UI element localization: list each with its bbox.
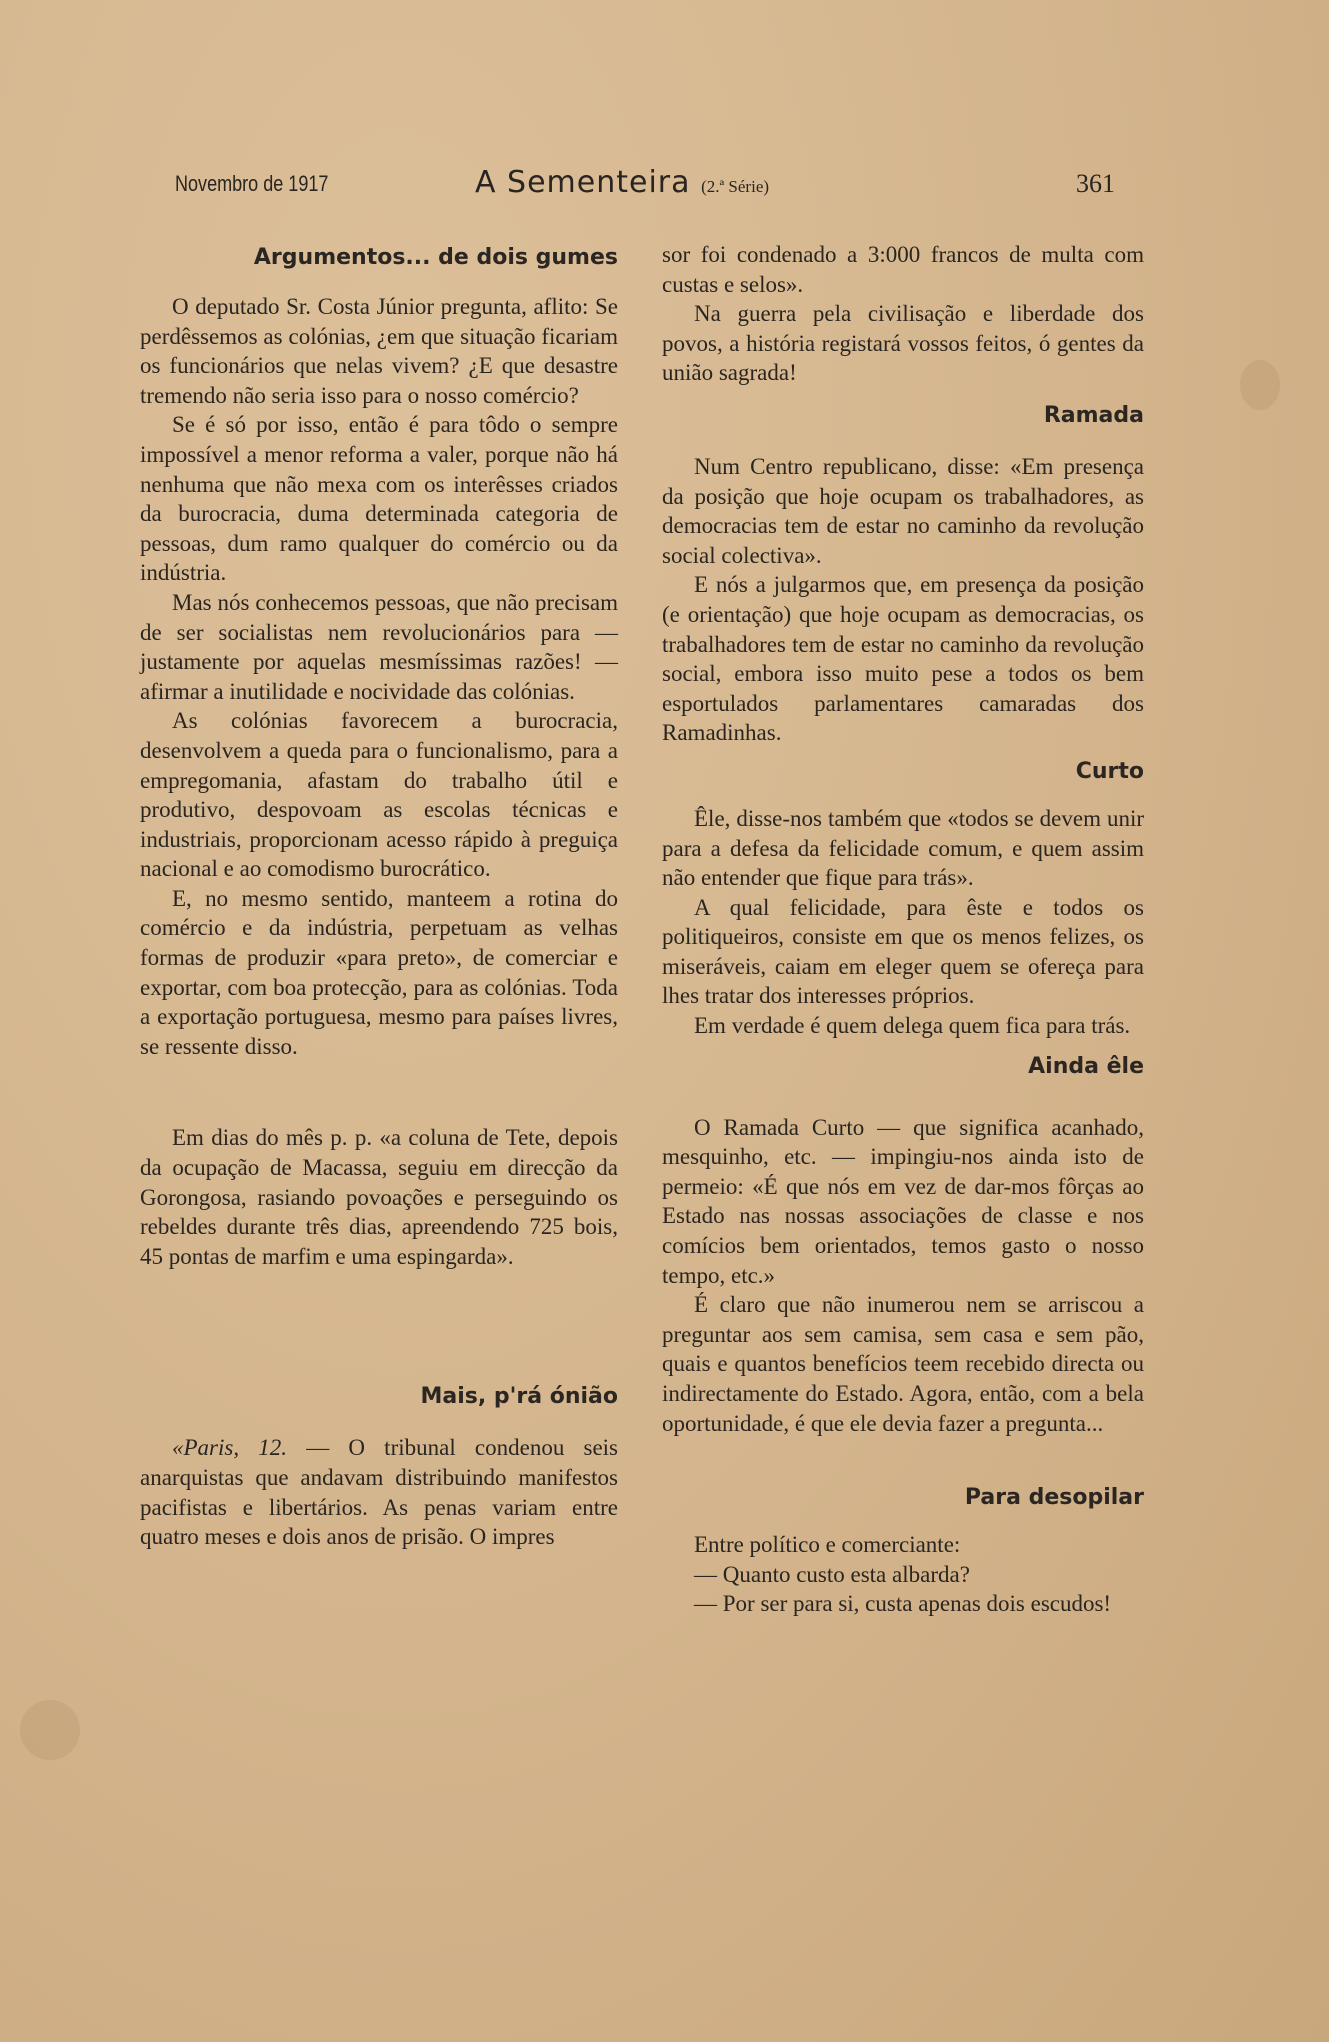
article-heading: Curto (1075, 758, 1144, 784)
article-continuation (662, 240, 1144, 388)
article-paragraph: O deputado Sr. Costa Júnior pregunta, aflito: Se perdêssemos as colónias, ¿em que situação ficariam os funcionários que nelas vivem? ¿E que desastre tremendo não seria isso para o nosso comércio? (140, 294, 618, 408)
article-paragraph: Em verdade é quem delega quem fica para trás. (694, 1013, 1131, 1039)
article-heading: Ainda êle (1028, 1053, 1144, 1079)
paper-stain (1240, 360, 1280, 410)
article-paragraph: As colónias favorecem a burocracia, desenvolvem a queda para o funcionalismo, para a empregomania, afastam do trabalho útil e produtivo, despovoam as escolas técnicas e industriais, proporcionam acesso rápido à preguiça nacional e ao comodismo burocrático. (140, 708, 618, 882)
article-heading: Ramada (1043, 402, 1144, 428)
article-ainda-ele (662, 1049, 1144, 1439)
article-tete (140, 1123, 618, 1271)
series-label: (2.ª Série) (701, 177, 770, 196)
article-paragraph: Êle, disse-nos também que «todos se devem unir para a defesa da felicidade comum, e quem assim não entender que fique para trás». (662, 805, 1144, 891)
article-heading: Para desopilar (964, 1485, 1144, 1511)
article-paragraph: É claro que não inumerou nem se arriscou a preguntar aos sem camisa, sem casa e sem pão, quais e quantos benefícios teem recebido directa ou indirectamente do Estado. Agora, então, com a bela oportunidade, é que ele devia fazer a pregunta... (662, 1292, 1144, 1436)
article-paragraph: — Quanto custo esta albarda? (694, 1561, 970, 1587)
article-paragraph: sor foi condenado a 3:000 francos de multa com custas e selos». (662, 242, 1144, 297)
article-heading: Argumentos... de dois gumes (253, 245, 618, 270)
article-paragraph: A qual felicidade, para êste e todos os politiqueiros, consiste em que os menos felizes, os miseráveis, caiam em eleger quem se ofereça para lhes tratar dos interesses próprios. (662, 894, 1144, 1009)
article-paragraph: O Ramada Curto — que significa acanhado, mesquinho, etc. — impingiu-nos ainda isto de permeio: «É que nós em vez de dar-mos fôrças ao Estado nas nossas associações de classe e nos comícios bem orientados, temos gasto o nosso tempo, etc.» (662, 1114, 1144, 1288)
left-column (140, 240, 618, 1552)
article-paragraph: — Por ser para si, custa apenas dois escudos! (694, 1591, 1112, 1617)
article-paragraph: Em dias do mês p. p. «a coluna de Tete, depois da ocupação de Macassa, seguiu em direcção da Gorongosa, rasiando povoações e perseguindo os rebeldes durante três dias, apreendendo 725 bois, 45 pontas de marfim e uma espingarda». (140, 1125, 618, 1269)
page-header (175, 165, 1115, 205)
article-paragraph: Se é só por isso, então é para tôdo o sempre impossível a menor reforma a valer, porque não há nenhuma que não mexa com os interêsses criados da burocracia, duma determinada categoria de pessoas, dum ramo qualquer do comércio ou da indústria. (140, 412, 618, 586)
right-column (662, 240, 1144, 1619)
article-paragraph: Mas nós conhecemos pessoas, que não precisam de ser socialistas nem revolucionários para — justamente por aquelas mesmíssimas razões! — afirmar a inutilidade e nocividade das colónias. (140, 589, 618, 704)
page-number: 361 (1076, 169, 1115, 198)
article-paragraph (140, 1433, 618, 1551)
article-paragraph: Entre político e comerciante: (694, 1532, 961, 1558)
article-curto (662, 754, 1144, 1041)
publication-title (475, 165, 769, 200)
article-text: — O tribunal condenou seis anarquistas que andavam distribuindo manifestos pacifistas e libertários. As penas variam entre quatro meses e dois anos de prisão. O impres (140, 1435, 618, 1550)
article-ramada (662, 398, 1144, 748)
article-paragraph: E nós a julgarmos que, em presença da posição (e orientação) que hoje ocupam as democracias, os trabalhadores tem de estar no caminho da revolução social, embora isso muito pese a todos os bem esportulados parlamentares camaradas dos Ramadinhas. (662, 572, 1144, 746)
article-paragraph: E, no mesmo sentido, manteem a rotina do comércio e da indústria, perpetuam as velhas formas de produzir «para preto», de comerciar e exportar, com boa protecção, para as colónias. Toda a exportação portuguesa, mesmo para países livres, se ressente disso. (140, 885, 618, 1059)
title-text: A Sementeira (475, 165, 691, 200)
issue-date: Novembro de 1917 (175, 171, 329, 196)
article-paragraph: Num Centro republicano, disse: «Em presença da posição que hoje ocupam os trabalhadores, as democracias tem de estar no caminho da revolução social colectiva». (662, 453, 1144, 568)
dateline: «Paris, 12. (172, 1435, 288, 1461)
article-mais-pra-oniao (140, 1379, 618, 1551)
article-argumentos (140, 240, 618, 1061)
article-paragraph: Na guerra pela civilisação e liberdade dos povos, a história registará vossos feitos, ó gentes da união sagrada! (662, 301, 1144, 386)
article-heading: Mais, p'rá ónião (420, 1384, 618, 1410)
article-para-desopilar (662, 1480, 1144, 1619)
paper-stain (20, 1700, 80, 1760)
